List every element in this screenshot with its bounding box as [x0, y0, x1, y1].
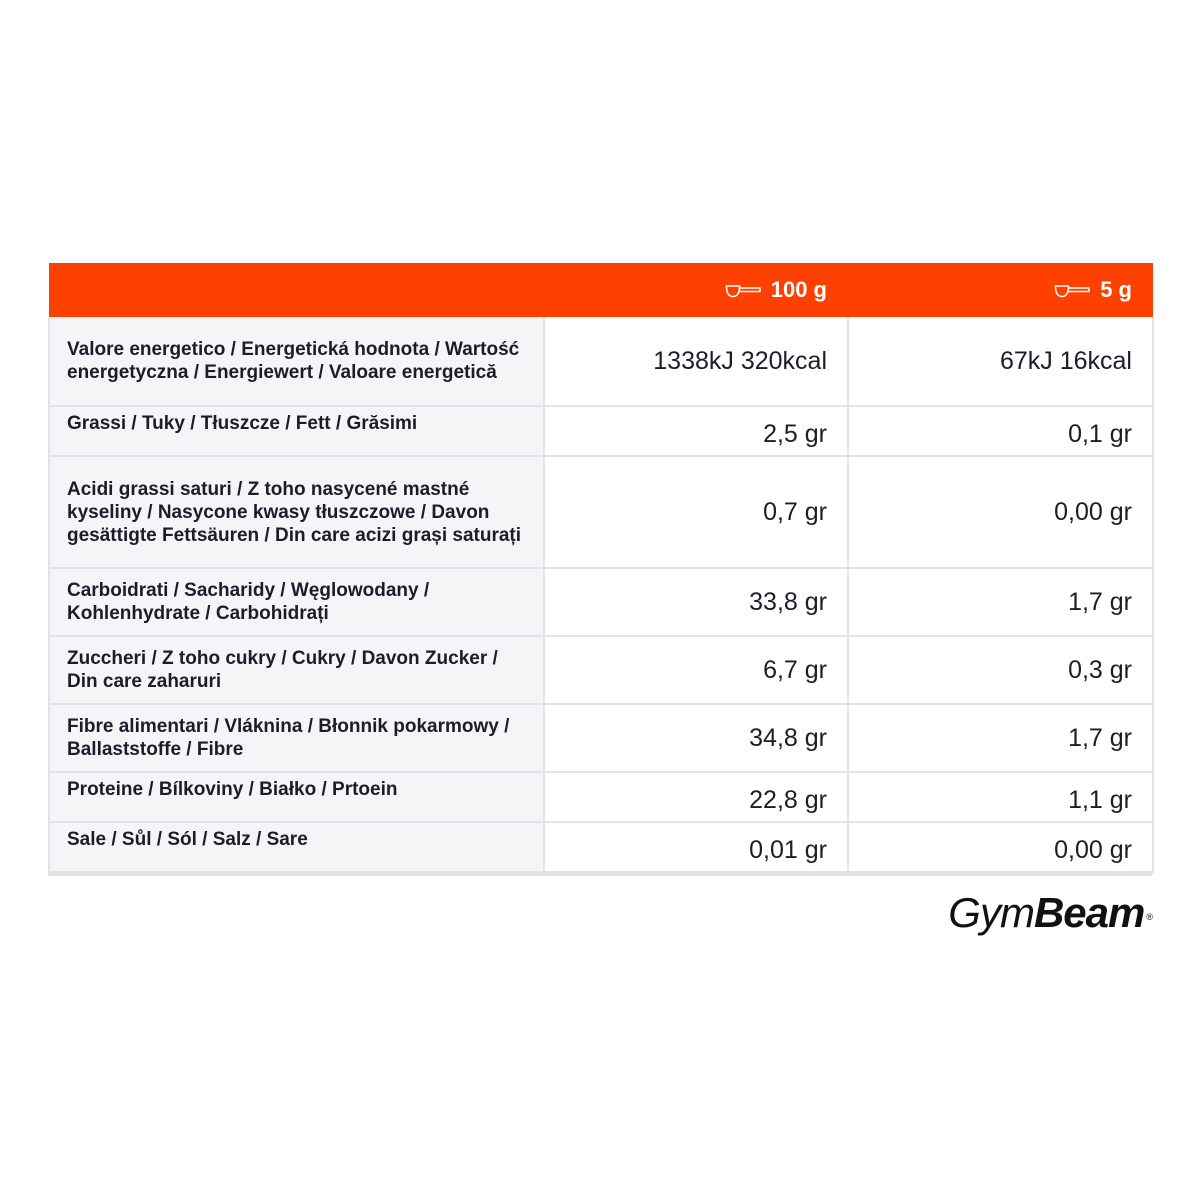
value-per-100g: 34,8 gr	[544, 704, 848, 772]
table-row-protein	[49, 772, 1153, 822]
value-per-5g: 1,7 gr	[848, 704, 1153, 772]
row-label: Zuccheri / Z toho cukry / Cukry / Davon Zucker / Din care zaharuri	[49, 636, 544, 704]
row-label: Grassi / Tuky / Tłuszcze / Fett / Grăsimi	[49, 406, 544, 456]
row-label: Proteine / Bílkoviny / Białko / Prtoein	[49, 772, 544, 822]
table-row-saturated-fat	[49, 456, 1153, 568]
header-per-5g-label: 5 g	[1100, 277, 1132, 302]
table-row-sugars	[49, 636, 1153, 704]
value-per-5g: 0,1 gr	[848, 406, 1153, 456]
header-per-100g	[544, 263, 848, 317]
header-per-5g	[848, 263, 1153, 317]
table-row-fibre	[49, 704, 1153, 772]
row-label: Carboidrati / Sacharidy / Węglowodany / Kohlenhydrate / Carbohidrați	[49, 568, 544, 636]
registered-mark: ®	[1146, 912, 1152, 922]
value-per-100g: 1338kJ 320kcal	[544, 317, 848, 406]
table-row-energy	[49, 317, 1153, 406]
value-per-5g: 67kJ 16kcal	[848, 317, 1153, 406]
value-per-5g: 0,00 gr	[848, 456, 1153, 568]
value-per-5g: 0,00 gr	[848, 822, 1153, 872]
scoop-icon	[725, 282, 761, 298]
row-label: Sale / Sůl / Sól / Salz / Sare	[49, 822, 544, 872]
gymbeam-logo	[948, 888, 1152, 938]
table-header	[49, 263, 1153, 317]
header-label-cell	[49, 263, 544, 317]
row-label: Valore energetico / Energetická hodnota / Wartość energetyczna / Energiewert / Valoare energetică	[49, 317, 544, 406]
logo-text-gym: Gym	[948, 889, 1034, 936]
value-per-5g: 0,3 gr	[848, 636, 1153, 704]
value-per-100g: 22,8 gr	[544, 772, 848, 822]
nutrition-grid	[48, 263, 1154, 873]
value-per-100g: 0,01 gr	[544, 822, 848, 872]
table-row-carbohydrates	[49, 568, 1153, 636]
nutrition-table	[48, 263, 1152, 876]
header-per-100g-label: 100 g	[770, 277, 827, 302]
logo-text-beam: Beam	[1033, 889, 1145, 936]
scoop-icon	[1054, 282, 1090, 298]
value-per-100g: 0,7 gr	[544, 456, 848, 568]
table-row-salt	[49, 822, 1153, 872]
value-per-100g: 6,7 gr	[544, 636, 848, 704]
row-label: Fibre alimentari / Vláknina / Błonnik pokarmowy / Ballaststoffe / Fibre	[49, 704, 544, 772]
value-per-5g: 1,7 gr	[848, 568, 1153, 636]
value-per-5g: 1,1 gr	[848, 772, 1153, 822]
row-label: Acidi grassi saturi / Z toho nasycené mastné kyseliny / Nasycone kwasy tłuszczowe / Davon gesättigte Fettsäuren / Din care acizi grași saturați	[49, 456, 544, 568]
table-row-fat	[49, 406, 1153, 456]
value-per-100g: 2,5 gr	[544, 406, 848, 456]
value-per-100g: 33,8 gr	[544, 568, 848, 636]
